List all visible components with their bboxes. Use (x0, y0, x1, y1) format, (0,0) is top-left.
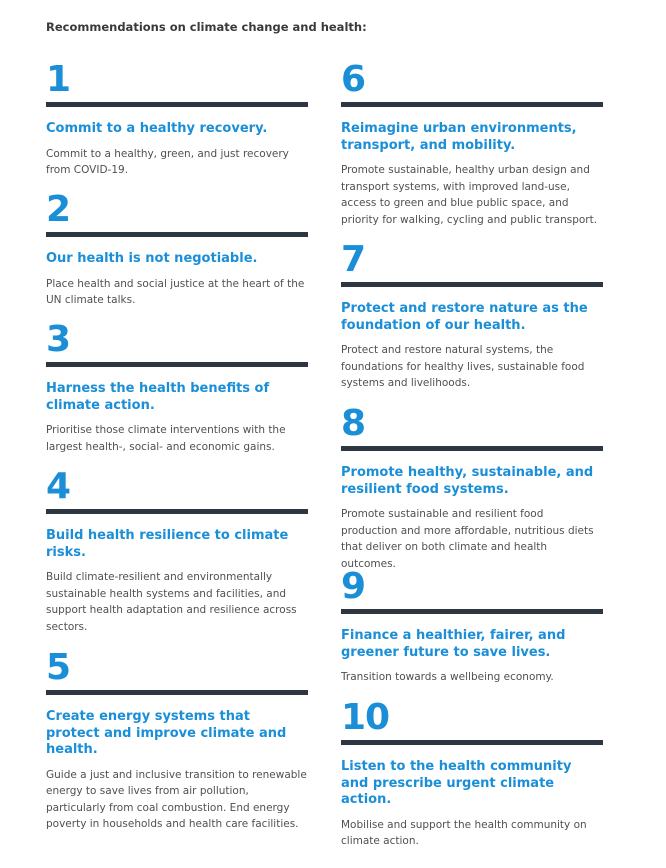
recommendation-heading: Protect and restore nature as the foundation of our health. (341, 301, 588, 333)
recommendation-number: 3 (46, 319, 71, 360)
recommendation-heading: Listen to the health community and prescribe urgent climate action. (341, 759, 572, 807)
divider-bar (341, 740, 603, 745)
recommendation-number: 8 (341, 403, 366, 444)
recommendation-body: Guide a just and inclusive transition to renewable energy to save lives from air pollution, particularly from coal combustion. End energy poverty in households and health care facilities. (46, 768, 307, 830)
recommendation-2 (46, 190, 308, 309)
recommendation-heading: Commit to a healthy recovery. (46, 121, 268, 136)
recommendation-number: 1 (46, 59, 71, 100)
recommendation-5 (46, 648, 308, 833)
recommendation-body: Promote sustainable, healthy urban design and transport systems, with improved land-use, access to green and blue public space, and priority for walking, cycling and public transport. (341, 164, 598, 226)
divider-bar (46, 690, 308, 695)
recommendation-heading: Finance a healthier, fairer, and greener future to save lives. (341, 628, 566, 660)
recommendation-body: Commit to a healthy, green, and just recovery from COVID-19. (46, 147, 289, 176)
divider-bar (341, 282, 603, 287)
divider-bar (46, 232, 308, 237)
recommendation-number: 9 (341, 566, 366, 607)
recommendation-8 (341, 404, 603, 572)
recommendation-number: 10 (341, 697, 390, 738)
divider-bar (341, 609, 603, 614)
recommendation-body: Transition towards a wellbeing economy. (341, 671, 554, 683)
recommendation-heading: Promote healthy, sustainable, and resilient food systems. (341, 465, 594, 497)
recommendation-1 (46, 60, 308, 179)
recommendation-body: Prioritise those climate interventions with the largest health-, social- and economic gains. (46, 424, 286, 453)
recommendation-4 (46, 467, 308, 635)
recommendation-number: 6 (341, 59, 366, 100)
divider-bar (46, 362, 308, 367)
recommendation-7 (341, 240, 603, 392)
divider-bar (341, 446, 603, 451)
recommendation-body: Promote sustainable and resilient food production and more affordable, nutritious diets that deliver on both climate and health outcomes. (341, 508, 594, 570)
recommendation-number: 5 (46, 647, 71, 688)
recommendation-number: 4 (46, 466, 71, 507)
recommendation-number: 7 (341, 239, 366, 280)
divider-bar (341, 102, 603, 107)
recommendation-body: Mobilise and support the health community on climate action. (341, 818, 587, 847)
recommendation-body: Protect and restore natural systems, the foundations for healthy lives, sustainable food systems and livelihoods. (341, 344, 585, 389)
recommendation-heading: Create energy systems that protect and improve climate and health. (46, 709, 287, 757)
recommendation-heading: Reimagine urban environments, transport, and mobility. (341, 121, 577, 153)
divider-bar (46, 102, 308, 107)
recommendation-heading: Our health is not negotiable. (46, 251, 258, 266)
recommendation-10 (341, 698, 603, 850)
recommendation-3 (46, 320, 308, 455)
recommendation-heading: Harness the health benefits of climate action. (46, 381, 270, 413)
recommendation-6 (341, 60, 603, 228)
divider-bar (46, 509, 308, 514)
recommendation-body: Place health and social justice at the heart of the UN climate talks. (46, 277, 305, 306)
page-title: Recommendations on climate change and health: (46, 20, 367, 34)
recommendation-heading: Build health resilience to climate risks. (46, 528, 289, 560)
recommendation-9 (341, 567, 603, 686)
recommendation-number: 2 (46, 189, 71, 230)
recommendation-body: Build climate-resilient and environmentally sustainable health systems and facilities, and support health adaptation and resilience across sectors. (46, 571, 297, 633)
